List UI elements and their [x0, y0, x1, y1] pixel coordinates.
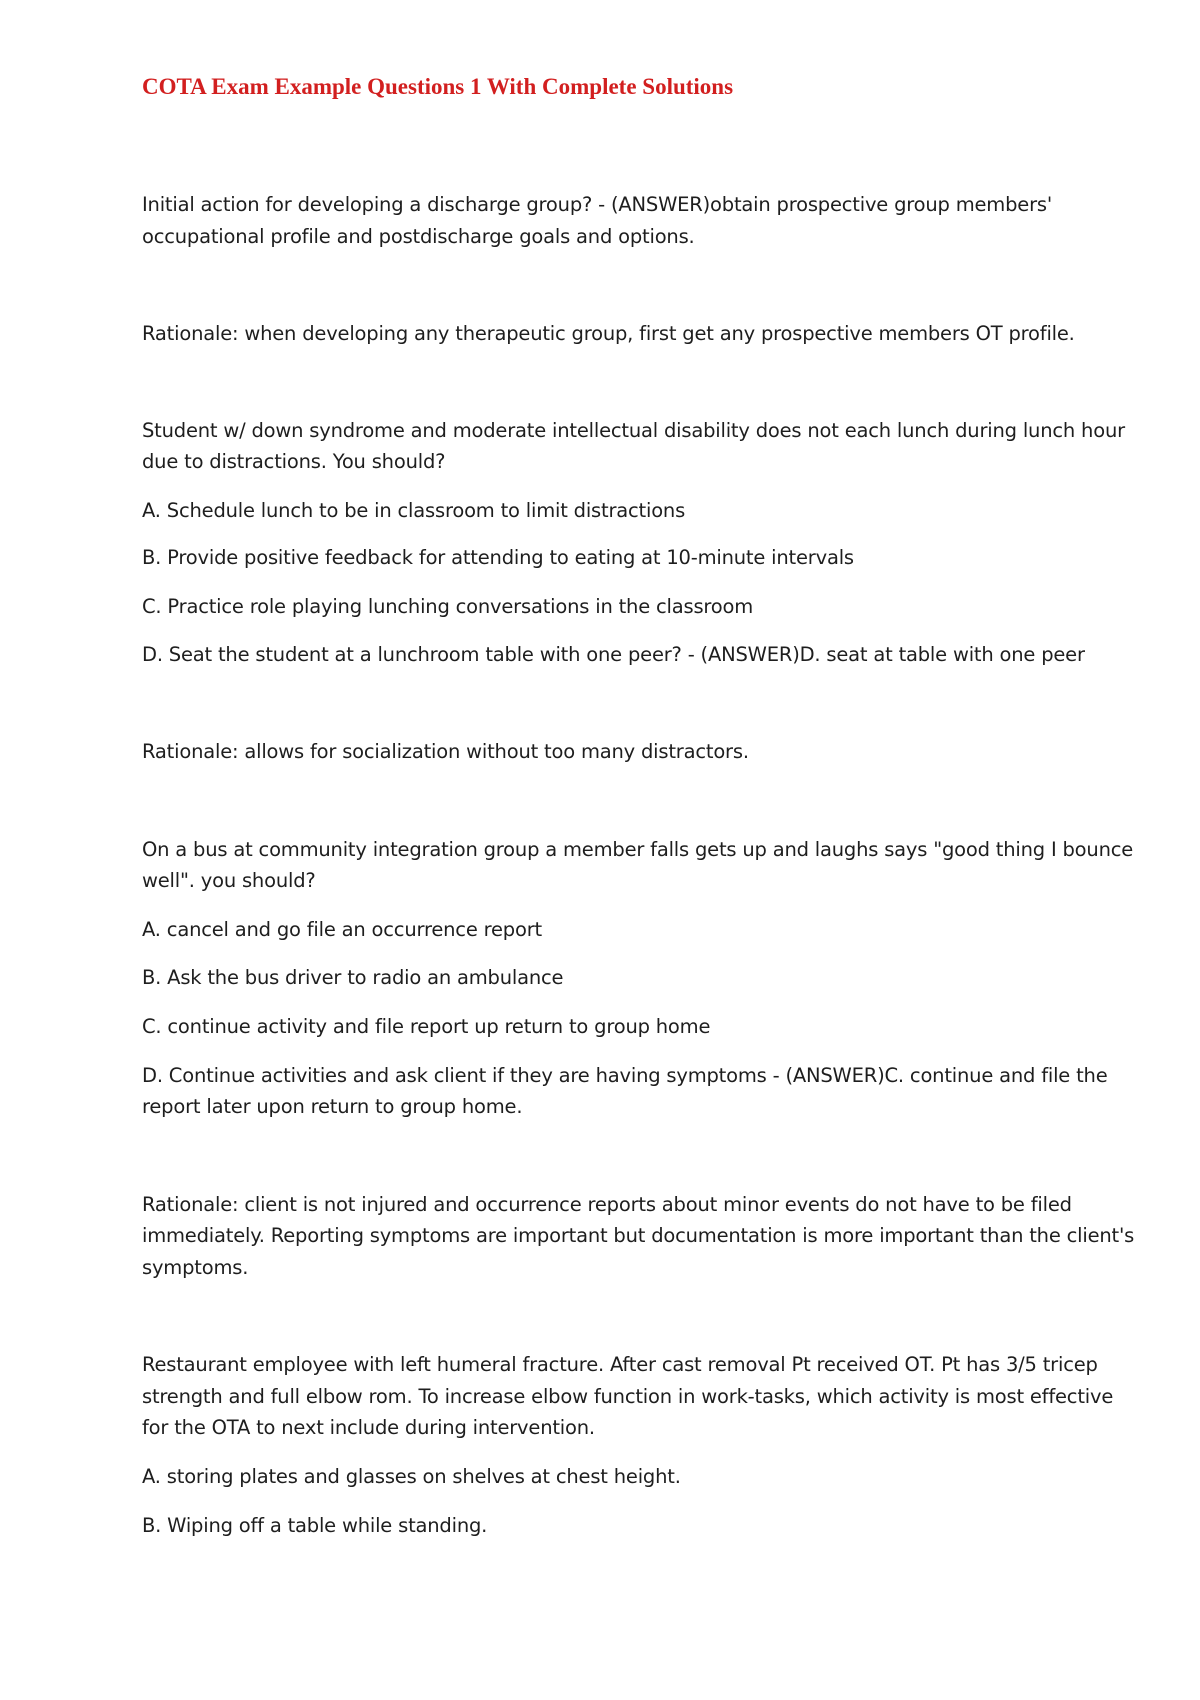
text-line: well". you should? — [142, 869, 316, 892]
text-line: report later upon return to group home. — [142, 1095, 523, 1118]
option-line: B. Provide positive feedback for attending to eating at 10-minute intervals — [142, 546, 854, 569]
text-line: for the OTA to next include during intervention. — [142, 1416, 595, 1439]
option-line: B. Wiping off a table while standing. — [142, 1514, 488, 1537]
text-line: Rationale: allows for socialization without too many distractors. — [142, 740, 749, 763]
text-line: Rationale: client is not injured and occurrence reports about minor events do not have to be filed — [142, 1193, 1072, 1216]
text-line: due to distractions. You should? — [142, 450, 446, 473]
text-line: Initial action for developing a discharge group? - (ANSWER)obtain prospective group members' — [142, 193, 1053, 216]
text-line: immediately. Reporting symptoms are important but documentation is more important than the client's — [142, 1224, 1135, 1247]
text-line: occupational profile and postdischarge goals and options. — [142, 225, 695, 248]
option-line: D. Seat the student at a lunchroom table with one peer? - (ANSWER)D. seat at table with one peer — [142, 643, 1085, 666]
text-line: Rationale: when developing any therapeutic group, first get any prospective members OT profile. — [142, 322, 1075, 345]
option-line: C. Practice role playing lunching conversations in the classroom — [142, 595, 754, 618]
option-line: B. Ask the bus driver to radio an ambulance — [142, 966, 564, 989]
option-line: A. Schedule lunch to be in classroom to limit distractions — [142, 499, 686, 522]
text-line: On a bus at community integration group a member falls gets up and laughs says "good thing I bounce — [142, 838, 1134, 861]
option-line: A. cancel and go file an occurrence report — [142, 918, 542, 941]
text-line: symptoms. — [142, 1256, 249, 1279]
option-line: A. storing plates and glasses on shelves at chest height. — [142, 1465, 681, 1488]
text-line: Student w/ down syndrome and moderate intellectual disability does not each lunch during lunch hour — [142, 419, 1125, 442]
text-line: strength and full elbow rom. To increase elbow function in work-tasks, which activity is most effective — [142, 1385, 1114, 1408]
option-line: C. continue activity and file report up return to group home — [142, 1015, 711, 1038]
option-line: D. Continue activities and ask client if they are having symptoms - (ANSWER)C. continue and file the — [142, 1064, 1108, 1087]
document-title: COTA Exam Example Questions 1 With Complete Solutions — [142, 74, 734, 99]
text-line: Restaurant employee with left humeral fracture. After cast removal Pt received OT. Pt has 3/5 tricep — [142, 1353, 1098, 1376]
